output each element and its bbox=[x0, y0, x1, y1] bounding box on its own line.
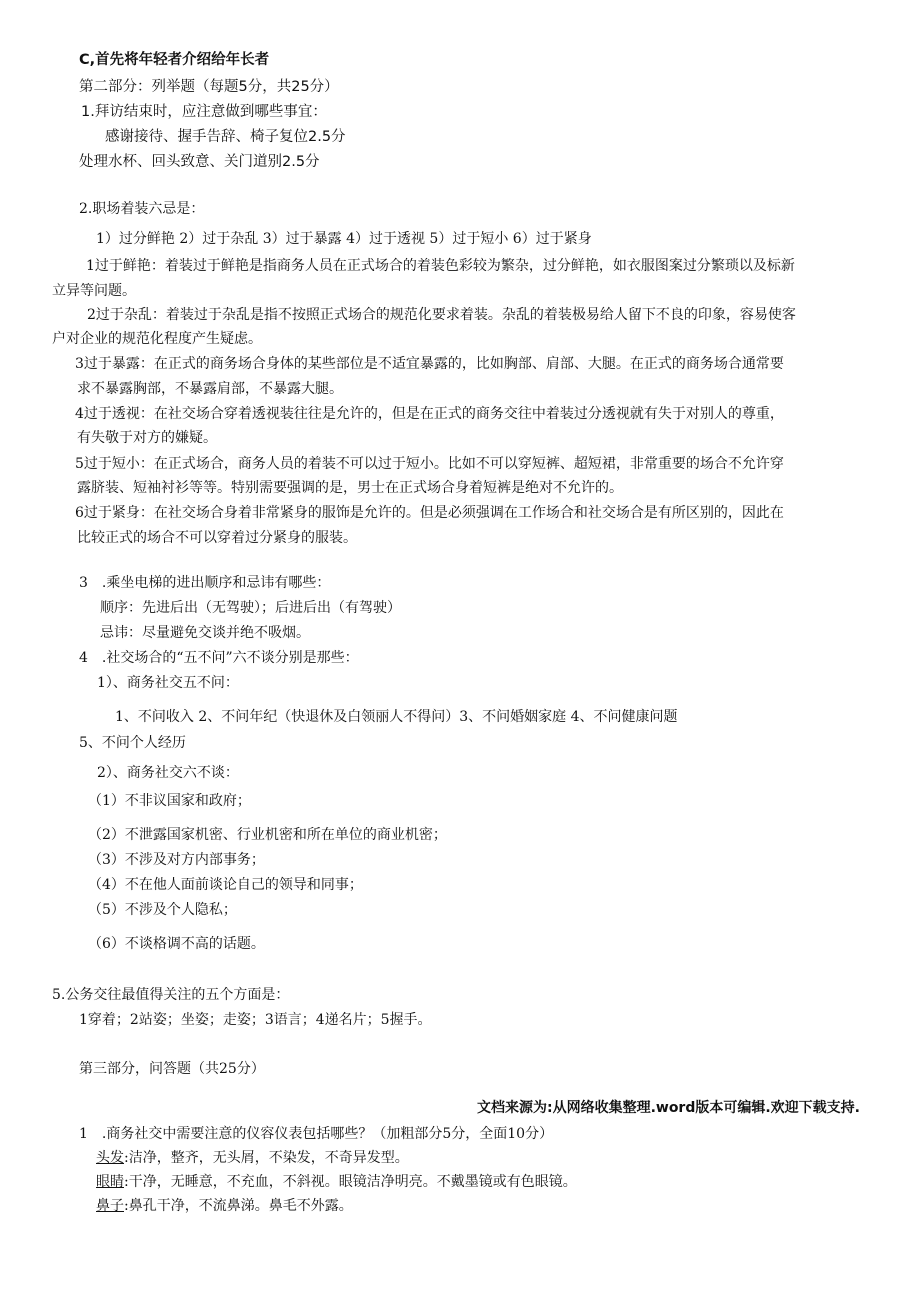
q5-question: 5.公务交往最值得关注的五个方面是： bbox=[52, 987, 290, 1003]
q4-sub2-title: 2）、商务社交六不谈： bbox=[97, 765, 239, 781]
q2-item-6-line1: 6过于紧身：在社交场合身着非常紧身的服饰是允许的。但是必须强调在工作场合和社交场合是有所区别的，因此在 bbox=[75, 505, 784, 521]
q4-sub1-title: 1）、商务社交五不问： bbox=[97, 675, 239, 691]
q2-item-3-line1: 3过于暴露：在正式的商务场合身体的某些部位是不适宜暴露的，比如胸部、肩部、大腿。在正式的商务场合通常要 bbox=[75, 356, 784, 372]
desc-nose: :鼻孔干净，不流鼻涕。鼻毛不外露。 bbox=[124, 1198, 353, 1214]
q2-item-2-line2: 户对企业的规范化程度产生疑虑。 bbox=[52, 331, 262, 347]
q2-item-4-line2: 有失敬于对方的嫌疑。 bbox=[77, 430, 217, 446]
q2-question: 2.职场着装六忌是： bbox=[79, 201, 205, 217]
q4-sub1-line1: 1、不问收入 2、不问年纪（快退休及白领丽人不得问）3、不问婚姻家庭 4、不问健康问题 bbox=[115, 709, 678, 725]
q2-item-4-line1: 4过于透视：在社交场合穿着透视装往往是允许的，但是在正式的商务交往中着装过分透视就有失于对别人的尊重， bbox=[75, 406, 784, 422]
q4-sub2-item-3: （3）不涉及对方内部事务； bbox=[88, 852, 265, 868]
q2-item-3-line2: 求不暴露胸部，不暴露肩部，不暴露大腿。 bbox=[77, 381, 343, 397]
q4-sub1-line2: 5、不问个人经历 bbox=[79, 735, 186, 751]
p3-q1-item-hair bbox=[96, 1148, 409, 1168]
term-nose: 鼻子 bbox=[96, 1198, 124, 1214]
p3-q1-question: 1 .商务社交中需要注意的仪容仪表包括哪些？（加粗部分5分，全面10分） bbox=[79, 1126, 554, 1142]
q4-sub2-item-4: （4）不在他人面前谈论自己的领导和同事； bbox=[88, 877, 363, 893]
q2-item-2-line1: 2过于杂乱：着装过于杂乱是指不按照正式场合的规范化要求着装。杂乱的着装极易给人留下不良的印象，容易使客 bbox=[87, 307, 796, 323]
part3-heading: 第三部分，问答题（共25分） bbox=[79, 1061, 265, 1077]
term-hair: 头发 bbox=[96, 1150, 124, 1166]
q4-sub2-item-1: （1）不非议国家和政府； bbox=[88, 793, 251, 809]
desc-eyes: :干净，无睡意，不充血，不斜视。眼镜洁净明亮。不戴墨镜或有色眼镜。 bbox=[124, 1174, 577, 1190]
q2-item-6-line2: 比较正式的场合不可以穿着过分紧身的服装。 bbox=[77, 530, 357, 546]
q3-order: 顺序：先进后出（无驾驶）；后进后出（有驾驶） bbox=[100, 600, 401, 616]
q2-summary: 1）过分鲜艳 2）过于杂乱 3）过于暴露 4）过于透视 5）过于短小 6）过于紧身 bbox=[96, 231, 592, 247]
q2-item-5-line1: 5过于短小：在正式场合，商务人员的着装不可以过于短小。比如不可以穿短裤、超短裙，非常重要的场合不允许穿 bbox=[75, 456, 784, 472]
q2-item-5-line2: 露脐装、短袖衬衫等等。特别需要强调的是，男士在正式场合身着短裤是绝对不允许的。 bbox=[77, 480, 623, 496]
q2-item-1-line1: 1过于鲜艳：着装过于鲜艳是指商务人员在正式场合的着装色彩较为繁杂，过分鲜艳，如衣服图案过分繁琐以及标新 bbox=[86, 258, 795, 274]
p3-q1-item-eyes bbox=[96, 1172, 577, 1192]
desc-hair: :洁净，整齐，无头屑，不染发，不奇异发型。 bbox=[124, 1150, 409, 1166]
term-eyes: 眼睛 bbox=[96, 1174, 124, 1190]
q3-taboo: 忌讳：尽量避免交谈并绝不吸烟。 bbox=[100, 625, 310, 641]
q5-answer: 1穿着；2站姿；坐姿；走姿；3语言；4递名片；5握手。 bbox=[79, 1012, 432, 1028]
q4-sub2-item-5: （5）不涉及个人隐私； bbox=[88, 902, 237, 918]
q4-sub2-item-6: （6）不谈格调不高的话题。 bbox=[88, 936, 265, 952]
q3-question: 3 .乘坐电梯的进出顺序和忌讳有哪些： bbox=[79, 575, 331, 591]
part1-last-answer: C,首先将年轻者介绍给年长者 bbox=[79, 52, 270, 68]
q4-question: 4 .社交场合的“五不问”六不谈分别是那些： bbox=[79, 650, 359, 666]
source-note: 文档来源为:从网络收集整理.word版本可编辑.欢迎下载支持. bbox=[476, 1100, 860, 1116]
q4-sub2-item-2: （2）不泄露国家机密、行业机密和所在单位的商业机密； bbox=[88, 827, 447, 843]
q1-answer-line1: 感谢接待、握手告辞、椅子复位2.5分 bbox=[105, 129, 346, 145]
q1-answer-line2: 处理水杯、回头致意、关门道别2.5分 bbox=[79, 154, 320, 170]
q1-question: 1.拜访结束时，应注意做到哪些事宜： bbox=[81, 104, 327, 120]
p3-q1-item-nose bbox=[96, 1196, 353, 1216]
part2-heading: 第二部分：列举题（每题5分，共25分） bbox=[79, 79, 339, 95]
q2-item-1-line2: 立异等问题。 bbox=[52, 283, 136, 299]
